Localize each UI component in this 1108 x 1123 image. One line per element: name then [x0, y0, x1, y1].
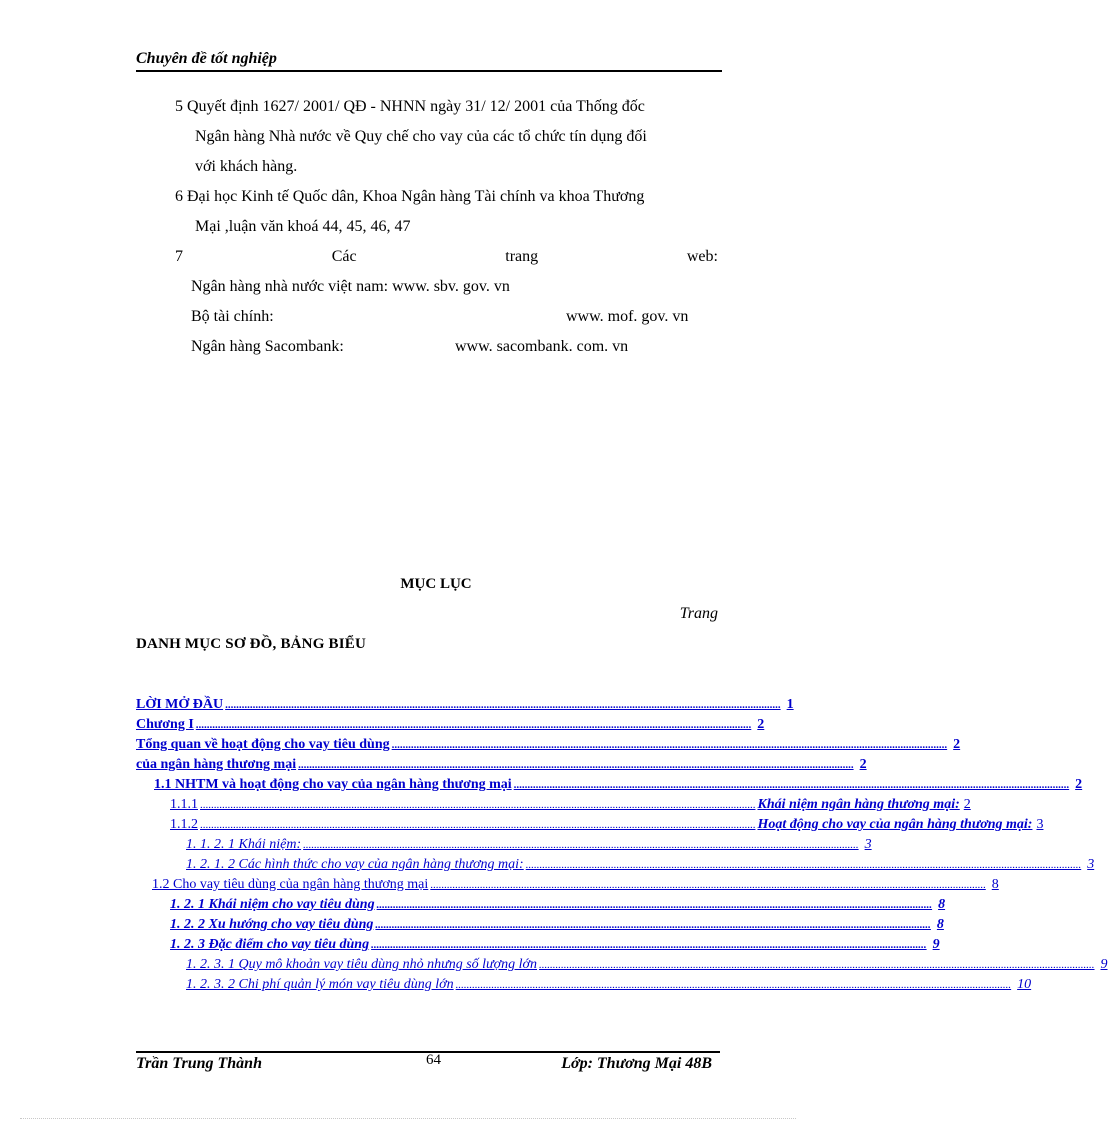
footer-page-number: 64 — [426, 1052, 441, 1068]
toc-entry-text: Khái niệm ngân hàng thương mại: — [757, 797, 960, 812]
toc-entry-page: 9 — [1100, 957, 1108, 972]
toc-leader-dots: .......................................................................................................................................................................................................... — [200, 799, 756, 811]
reference-5-line-2: Ngân hàng Nhà nước về Quy chế cho vay của các tổ chức tín dụng đối — [195, 128, 647, 145]
toc-leader-dots: .......................................................................................................................................................................................................... — [513, 779, 1070, 791]
toc-entry-text: 1. 1. 2. 1 Khái niệm: — [186, 837, 302, 852]
toc-entry[interactable] — [170, 915, 944, 935]
toc-entry-page: 8 — [938, 897, 946, 912]
toc-entry-text: 1. 2. 3. 2 Chi phí quản lý món vay tiêu dùng lớn — [186, 977, 454, 992]
toc-entry-text: của ngân hàng thương mại — [136, 757, 297, 772]
reference-5-line-3: với khách hàng. — [195, 158, 298, 175]
reference-5-line-1: 5 Quyết định 1627/ 2001/ QĐ - NHNN ngày 31/ 12/ 2001 của Thống đốc — [175, 98, 645, 115]
toc-leader-dots: .......................................................................................................................................................................................................... — [371, 939, 927, 951]
reference-mof-label: Bộ tài chính: — [191, 308, 274, 325]
toc-entry-text: Chương I — [136, 717, 194, 732]
toc-entry-page: 2 — [953, 737, 961, 752]
toc-entry-page: 2 — [757, 717, 765, 732]
toc-entry-text: Tổng quan về hoạt động cho vay tiêu dùng — [136, 737, 390, 752]
toc-leader-dots: .......................................................................................................................................................................................................... — [539, 959, 1095, 971]
toc-entry-page: 9 — [932, 937, 940, 952]
toc-entry[interactable] — [186, 855, 1095, 875]
toc-entry[interactable] — [170, 935, 940, 955]
toc-entry-text: 1. 2. 2 Xu hướng cho vay tiêu dùng — [170, 917, 374, 932]
toc-entry-page: 8 — [991, 877, 999, 892]
figures-list-heading: DANH MỤC SƠ ĐỒ, BẢNG BIỂU — [136, 636, 367, 652]
reference-6-line-2: Mại ,luận văn khoá 44, 45, 46, 47 — [195, 218, 411, 235]
toc-entry[interactable] — [154, 775, 1083, 795]
reference-sbv-line: Ngân hàng nhà nước việt nam: www. sbv. gov. vn — [191, 278, 510, 295]
toc-entry-number: 1.1.1 — [170, 797, 198, 812]
toc-entry-page: 2 — [859, 757, 867, 772]
toc-leader-dots: .......................................................................................................................................................................................................... — [376, 899, 933, 911]
toc-entry[interactable] — [186, 975, 1032, 995]
toc-entry-text: Hoạt động cho vay của ngân hàng thương mại: — [757, 817, 1033, 832]
toc-leader-dots: .......................................................................................................................................................................................................... — [200, 819, 756, 831]
reference-sacombank-url: www. sacombank. com. vn — [455, 338, 629, 355]
header-rule — [136, 70, 722, 72]
reference-7-number: 7 — [175, 248, 183, 265]
toc-entry[interactable] — [186, 835, 872, 855]
reference-7-word-1: Các — [331, 248, 357, 265]
toc-entry-page: 2 — [1075, 777, 1083, 792]
page-boundary-dots — [20, 1118, 796, 1119]
toc-title: MỤC LỤC — [400, 576, 472, 592]
footer-class-label: Lớp: Thương Mại 48B — [561, 1055, 712, 1072]
toc-entry[interactable] — [136, 695, 794, 715]
toc-entry-page: 10 — [1017, 977, 1032, 992]
page-header — [136, 48, 722, 70]
toc-page-column-label: Trang — [679, 605, 718, 622]
toc-entry[interactable] — [136, 715, 765, 735]
reference-7-word-2: trang — [505, 248, 539, 265]
toc-entry-text: 1. 2. 3. 1 Quy mô khoản vay tiêu dùng nhỏ nhưng số lượng lớn — [186, 957, 538, 972]
toc-leader-dots: .......................................................................................................................................................................................................... — [375, 919, 931, 931]
toc-entry[interactable] — [186, 955, 1108, 975]
toc-entry[interactable] — [170, 815, 1044, 835]
toc-leader-dots: .......................................................................................................................................................................................................... — [195, 719, 752, 731]
toc-entry[interactable] — [170, 895, 946, 915]
reference-7-line-1 — [175, 247, 718, 267]
toc-leader-dots: .......................................................................................................................................................................................................... — [430, 879, 986, 891]
toc-entry-page: 1 — [786, 697, 794, 712]
toc-leader-dots: .......................................................................................................................................................................................................... — [298, 759, 854, 771]
reference-sacombank-label: Ngân hàng Sacombank: — [191, 338, 344, 355]
toc-entry-text: 1.2 Cho vay tiêu dùng của ngân hàng thương mại — [152, 877, 429, 892]
toc-entry-text: 1. 2. 3 Đặc điểm cho vay tiêu dùng — [170, 937, 370, 952]
toc-leader-dots: .......................................................................................................................................................................................................... — [303, 839, 859, 851]
footer-author: Trần Trung Thành — [136, 1055, 262, 1072]
toc-leader-dots: .......................................................................................................................................................................................................... — [455, 979, 1012, 991]
toc-entry-page: 2 — [963, 797, 971, 812]
toc-entry[interactable] — [136, 755, 867, 775]
toc-entry-text: 1. 2. 1. 2 Các hình thức cho vay của ngân hàng thương mại: — [186, 857, 524, 872]
reference-mof-url: www. mof. gov. vn — [566, 308, 689, 325]
toc-entry-page: 3 — [864, 837, 872, 852]
toc-entry-number: 1.1.2 — [170, 817, 198, 832]
toc-entry-page: 3 — [1087, 857, 1095, 872]
header-title: Chuyên đề tốt nghiệp — [136, 50, 277, 67]
toc-entry-text: LỜI MỞ ĐẦU — [136, 697, 224, 712]
reference-6-line-1: 6 Đại học Kinh tế Quốc dân, Khoa Ngân hàng Tài chính va khoa Thương — [175, 188, 645, 205]
toc-entry-text: 1. 2. 1 Khái niệm cho vay tiêu dùng — [170, 897, 375, 912]
toc-leader-dots: .......................................................................................................................................................................................................... — [391, 739, 948, 751]
reference-7-word-3: web: — [686, 248, 718, 265]
toc-leader-dots: .......................................................................................................................................................................................................... — [225, 699, 781, 711]
toc-entry-text: 1.1 NHTM và hoạt động cho vay của ngân hàng thương mại — [154, 777, 512, 792]
toc-entry-page: 8 — [936, 917, 944, 932]
toc-entry[interactable] — [170, 795, 971, 815]
toc-entry[interactable] — [136, 735, 961, 755]
toc-entry-page: 3 — [1036, 817, 1044, 832]
toc-leader-dots: .......................................................................................................................................................................................................... — [525, 859, 1082, 871]
toc-entry[interactable] — [152, 875, 999, 895]
